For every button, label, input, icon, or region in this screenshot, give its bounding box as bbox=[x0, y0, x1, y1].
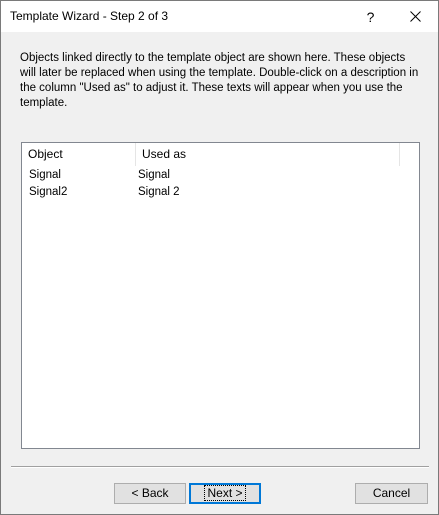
title-bar bbox=[1, 1, 438, 32]
close-icon bbox=[410, 11, 421, 22]
cancel-button[interactable]: Cancel bbox=[355, 483, 428, 504]
footer-divider bbox=[11, 466, 429, 468]
list-row[interactable] bbox=[22, 184, 419, 201]
column-header-used-as[interactable]: Used as bbox=[136, 143, 400, 166]
row-used-as-cell[interactable]: Signal 2 bbox=[138, 186, 180, 198]
list-body bbox=[22, 167, 419, 201]
next-button[interactable] bbox=[189, 483, 261, 504]
help-icon: ? bbox=[366, 8, 375, 25]
column-header-object[interactable]: Object bbox=[22, 143, 136, 166]
window-title: Template Wizard - Step 2 of 3 bbox=[10, 9, 169, 23]
linked-objects-list[interactable] bbox=[21, 142, 420, 449]
row-used-as-cell[interactable]: Signal bbox=[138, 169, 170, 181]
list-header bbox=[22, 143, 419, 166]
row-object-cell: Signal2 bbox=[29, 186, 68, 198]
back-button[interactable]: < Back bbox=[114, 483, 186, 504]
step-description: Objects linked directly to the template object are shown here. These objects will later be replaced when using the template. Double-click on a description in the column "Used as" to adjust it. These texts will appear when you use the template. bbox=[20, 52, 419, 109]
row-object-cell: Signal bbox=[29, 169, 61, 181]
list-row[interactable] bbox=[22, 167, 419, 184]
next-button-label: Next > bbox=[204, 485, 245, 501]
close-button[interactable] bbox=[393, 1, 438, 32]
help-button[interactable] bbox=[348, 1, 393, 32]
